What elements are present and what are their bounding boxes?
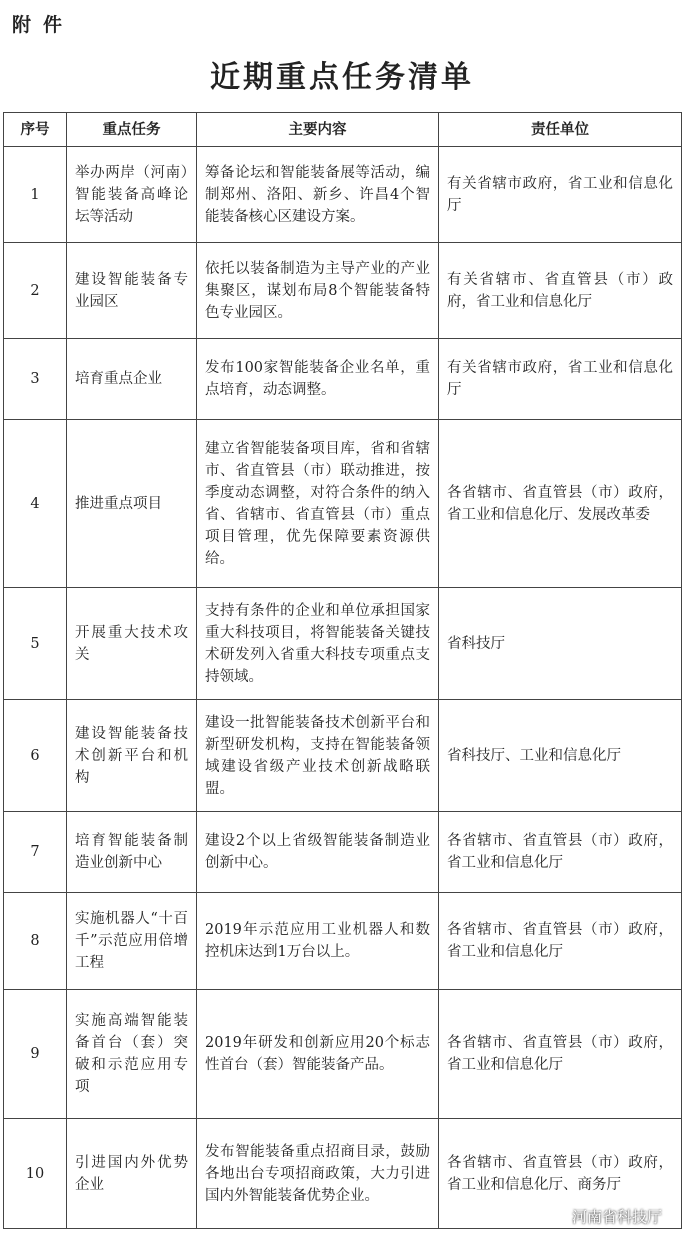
table-row xyxy=(4,990,682,1119)
row-task: 培育重点企业 xyxy=(67,339,197,420)
row-number: 4 xyxy=(4,420,67,588)
row-content: 发布100家智能装备企业名单，重点培育，动态调整。 xyxy=(197,339,439,420)
row-unit: 各省辖市、省直管县（市）政府，省工业和信息化厅、商务厅 xyxy=(439,1119,682,1229)
column-header-task: 重点任务 xyxy=(67,113,197,147)
row-unit: 省科技厅 xyxy=(439,588,682,700)
table-row xyxy=(4,893,682,990)
row-content: 建设一批智能装备技术创新平台和新型研发机构，支持在智能装备领域建设省级产业技术创新战略联盟。 xyxy=(197,700,439,812)
table-row xyxy=(4,420,682,588)
row-unit: 省科技厅、工业和信息化厅 xyxy=(439,700,682,812)
column-header-content: 主要内容 xyxy=(197,113,439,147)
row-unit: 各省辖市、省直管县（市）政府，省工业和信息化厅、发展改革委 xyxy=(439,420,682,588)
row-content: 2019年示范应用工业机器人和数控机床达到1万台以上。 xyxy=(197,893,439,990)
row-task: 开展重大技术攻关 xyxy=(67,588,197,700)
column-header-no: 序号 xyxy=(4,113,67,147)
row-unit: 有关省辖市、省直管县（市）政府，省工业和信息化厅 xyxy=(439,243,682,339)
table-row xyxy=(4,243,682,339)
row-number: 3 xyxy=(4,339,67,420)
table-row xyxy=(4,588,682,700)
table-header-row xyxy=(4,113,682,147)
row-number: 8 xyxy=(4,893,67,990)
row-number: 9 xyxy=(4,990,67,1119)
row-content: 建设2个以上省级智能装备制造业创新中心。 xyxy=(197,812,439,893)
row-content: 筹备论坛和智能装备展等活动，编制郑州、洛阳、新乡、许昌4个智能装备核心区建设方案。 xyxy=(197,147,439,243)
row-task: 实施机器人“十百千”示范应用倍增工程 xyxy=(67,893,197,990)
row-content: 2019年研发和创新应用20个标志性首台（套）智能装备产品。 xyxy=(197,990,439,1119)
task-table xyxy=(3,112,682,1229)
watermark-text: 河南省科技厅 xyxy=(571,1207,662,1226)
wechat-icon xyxy=(542,1206,566,1226)
row-content: 支持有条件的企业和单位承担国家重大科技项目，将智能装备关键技术研发列入省重大科技专项重点支持领域。 xyxy=(197,588,439,700)
table-row xyxy=(4,700,682,812)
table-row xyxy=(4,812,682,893)
row-content: 发布智能装备重点招商目录，鼓励各地出台专项招商政策，大力引进国内外智能装备优势企业。 xyxy=(197,1119,439,1229)
row-content: 依托以装备制造为主导产业的产业集聚区，谋划布局8个智能装备特色专业园区。 xyxy=(197,243,439,339)
row-unit: 各省辖市、省直管县（市）政府，省工业和信息化厅 xyxy=(439,893,682,990)
table-row xyxy=(4,147,682,243)
table-row xyxy=(4,339,682,420)
row-number: 6 xyxy=(4,700,67,812)
row-number: 2 xyxy=(4,243,67,339)
row-task: 推进重点项目 xyxy=(67,420,197,588)
attachment-label: 附件 xyxy=(12,14,75,36)
row-unit: 有关省辖市政府，省工业和信息化厅 xyxy=(439,339,682,420)
row-number: 10 xyxy=(4,1119,67,1229)
row-unit: 各省辖市、省直管县（市）政府，省工业和信息化厅 xyxy=(439,812,682,893)
row-task: 建设智能装备技术创新平台和机构 xyxy=(67,700,197,812)
row-number: 7 xyxy=(4,812,67,893)
row-task: 举办两岸（河南）智能装备高峰论坛等活动 xyxy=(67,147,197,243)
row-unit: 各省辖市、省直管县（市）政府，省工业和信息化厅 xyxy=(439,990,682,1119)
row-task: 实施高端智能装备首台（套）突破和示范应用专项 xyxy=(67,990,197,1119)
watermark xyxy=(542,1203,662,1229)
row-number: 1 xyxy=(4,147,67,243)
row-number: 5 xyxy=(4,588,67,700)
column-header-unit: 责任单位 xyxy=(439,113,682,147)
row-task: 建设智能装备专业园区 xyxy=(67,243,197,339)
row-unit: 有关省辖市政府，省工业和信息化厅 xyxy=(439,147,682,243)
row-content: 建立省智能装备项目库，省和省辖市、省直管县（市）联动推进，按季度动态调整，对符合条件的纳入省、省辖市、省直管县（市）重点项目管理，优先保障要素资源供给。 xyxy=(197,420,439,588)
row-task: 培育智能装备制造业创新中心 xyxy=(67,812,197,893)
row-task: 引进国内外优势企业 xyxy=(67,1119,197,1229)
page-title: 近期重点任务清单 xyxy=(210,60,474,95)
